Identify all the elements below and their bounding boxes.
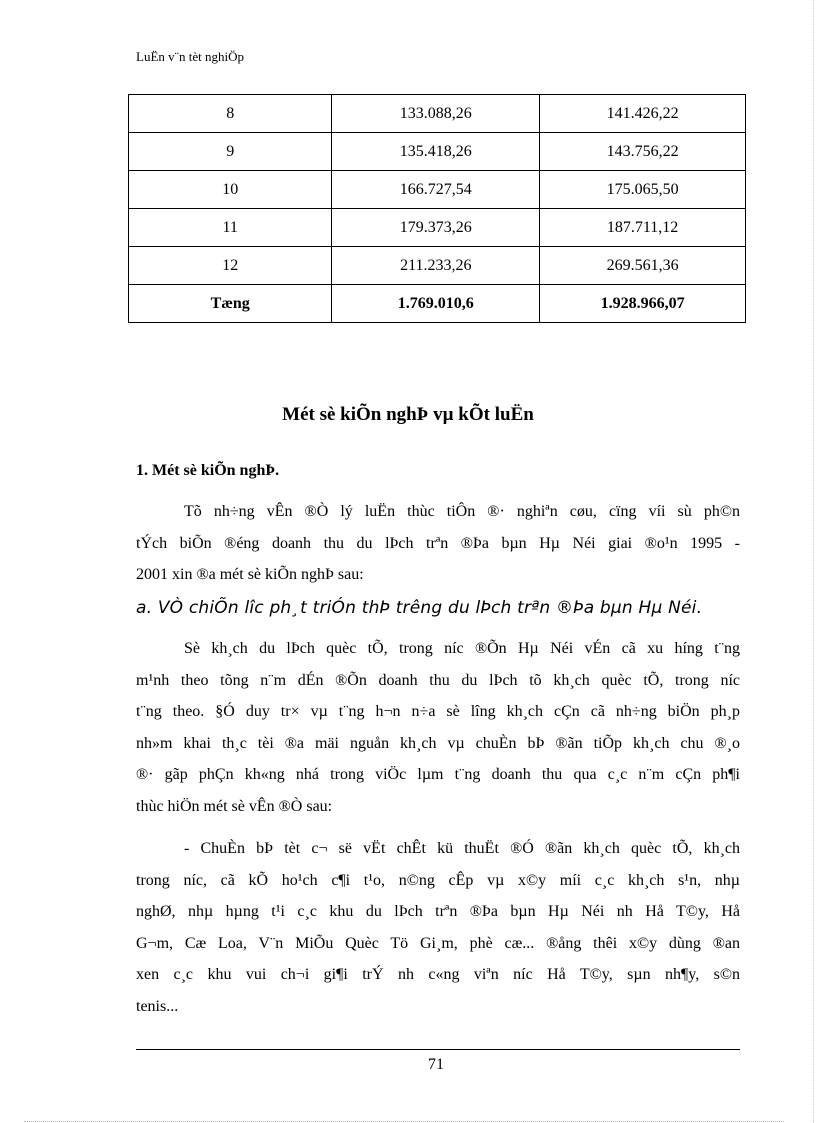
paragraph-line: G¬m, Cæ Loa, V¨n MiÕu Quèc Tö Gi¸m, phè cæ... ®ång thêi x©y dùng ®an [136,934,740,952]
table-cell: 187.711,12 [540,209,746,247]
table-cell: 269.561,36 [540,247,746,285]
paragraph-line: Tõ nh÷ng vÊn ®Ò lý luËn thùc tiÔn ®· nghiªn cøu, cïng víi sù ph©n [184,503,740,520]
page-right-border [813,0,814,1123]
paragraph-line: xen c¸c khu vui ch¬i gi¶i trÝ nh c«ng viªn níc Hå T©y, sµn nh¶y, s©n [136,966,740,983]
subsection-a-title: a. VÒ chiÕn lîc ph¸t triÓn thÞ trêng du lÞch trªn ®Þa bµn Hµ Néi. [136,598,703,618]
total-label: Tæng [129,285,332,323]
footer-divider [136,1049,740,1050]
table-cell: 166.727,54 [332,171,540,209]
table-cell: 10 [129,171,332,209]
total-cell: 1.928.966,07 [540,285,746,323]
page-bottom-border [24,1121,784,1122]
paragraph-line: tenis... [136,997,179,1015]
table-cell: 8 [129,95,332,133]
table-row [129,247,746,285]
paragraph-line: tÝch biÕn ®éng doanh thu du lÞch trªn ®Þa bµn Hµ Néi giai ®o¹n 1995 - [136,534,740,552]
total-cell: 1.769.010,6 [332,285,540,323]
table-total-row [129,285,746,323]
table-row [129,95,746,133]
table-cell: 9 [129,133,332,171]
body-paragraph [136,633,740,822]
paragraph-line: trong níc, cã kÕ ho¹ch c¶i t¹o, n©ng cÊp vµ x©y míi c¸c kh¸ch s¹n, nhµ [136,871,740,889]
revenue-table [128,94,746,323]
table-row [129,171,746,209]
paragraph-line: m¹nh theo tõng n¨m dÉn ®Õn doanh thu du lÞch tõ kh¸ch quèc tÕ, trong níc [136,671,740,689]
paragraph-line: Sè kh¸ch du lÞch quèc tÕ, trong níc ®Õn Hµ Néi vÉn cã xu híng t¨ng [184,640,740,657]
bullet-paragraph [136,833,740,1022]
table-cell: 143.756,22 [540,133,746,171]
paragraph-line: - ChuÈn bÞ tèt c¬ së vËt chÊt kü thuËt ®Ó ®ãn kh¸ch quèc tÕ, kh¸ch [184,840,740,857]
paragraph-line: nh»m khai th¸c tèi ®a mäi nguån kh¸ch vµ chuÈn bÞ ®ãn tiÕp kh¸ch chu ®¸o [136,734,740,752]
paragraph-line: t¨ng theo. §Ó duy tr× vµ t¨ng h¬n n÷a sè lîng kh¸ch cÇn cã nh÷ng biÖn ph¸p [136,703,740,720]
section-title: Mét sè kiÕn nghÞ vµ kÕt luËn [282,404,534,425]
page-number: 71 [428,1056,444,1073]
table-cell: 179.373,26 [332,209,540,247]
table-cell: 12 [129,247,332,285]
running-header: LuËn v¨n tèt nghiÖp [136,49,244,64]
table-cell: 135.418,26 [332,133,540,171]
table-cell: 175.065,50 [540,171,746,209]
paragraph-line: 2001 xin ®a mét sè kiÕn nghÞ sau: [136,566,364,583]
table-row [129,209,746,247]
table-cell: 133.088,26 [332,95,540,133]
table-cell: 211.233,26 [332,247,540,285]
paragraph-line: thùc hiÖn mét sè vÊn ®Ò sau: [136,797,333,815]
table-row [129,133,746,171]
intro-paragraph [136,496,740,591]
table-cell: 11 [129,209,332,247]
table-cell: 141.426,22 [540,95,746,133]
subheading: 1. Mét sè kiÕn nghÞ. [136,462,280,479]
paragraph-line: ®· gãp phÇn kh«ng nhá trong viÖc lµm t¨ng doanh thu qua c¸c n¨m cÇn ph¶i [136,766,740,783]
paragraph-line: nghØ, nhµ hµng t¹i c¸c khu du lÞch trªn ®Þa bµn Hµ Néi nh Hå T©y, Hå [136,903,740,920]
